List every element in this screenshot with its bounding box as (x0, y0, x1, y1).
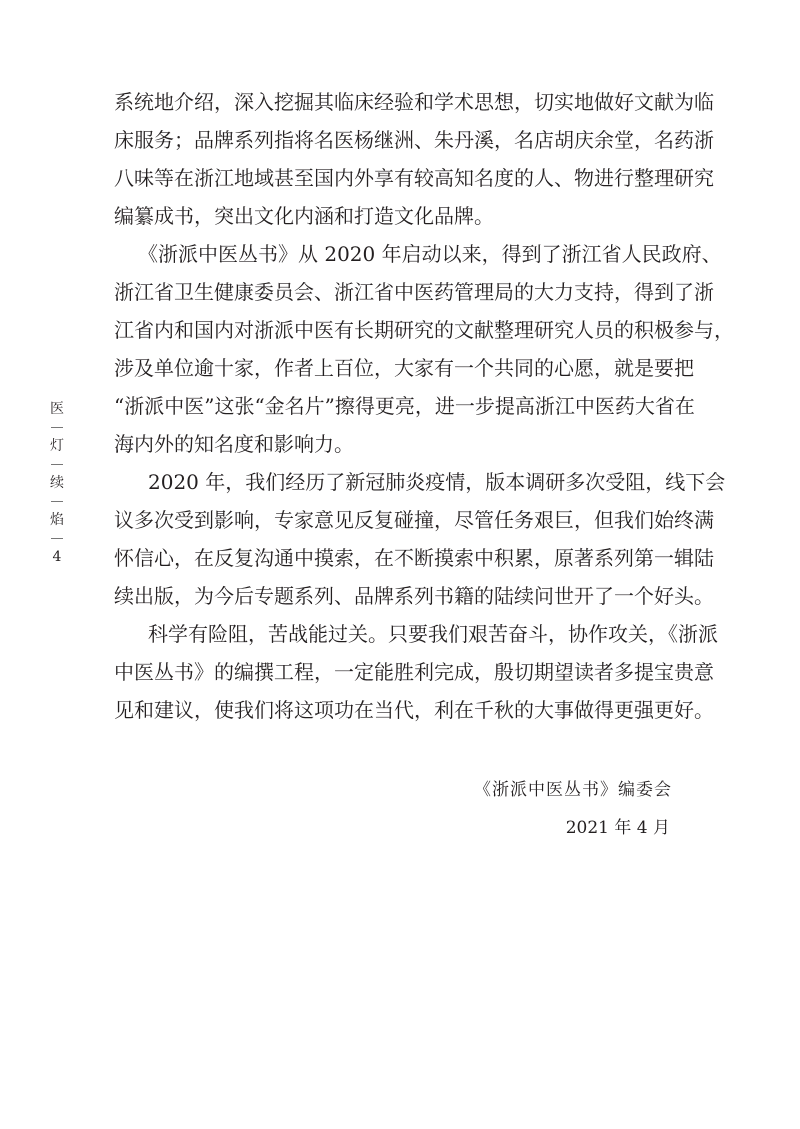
side-running-title (46, 398, 68, 568)
divider (51, 427, 63, 428)
side-title-char: 灯 (50, 438, 64, 454)
divider (51, 501, 63, 502)
paragraph-3 (114, 463, 726, 615)
text-line: 续出版，为今后专题系列、品牌系列书籍的陆续问世开了一个好头。 (114, 584, 714, 608)
text-line: 怀信心，在反复沟通中摸索，在不断摸索中积累，原著系列第一辑陆 (114, 546, 714, 570)
text-line: 床服务；品牌系列指将名医杨继洲、朱丹溪，名店胡庆余堂，名药浙 (114, 128, 714, 152)
text-line: 《浙派中医丛书》从 2020 年启动以来，得到了浙江省人民政府、 (138, 242, 722, 266)
side-title-char: 续 (50, 475, 64, 491)
page-number: 4 (52, 549, 62, 565)
body-text (114, 83, 734, 729)
text-line: 八味等在浙江地域甚至国内外享有较高知名度的人、物进行整理研究 (114, 166, 714, 190)
text-line: 浙江省卫生健康委员会、浙江省中医药管理局的大力支持，得到了浙 (114, 280, 714, 304)
divider (51, 538, 63, 539)
text-line: 江省内和国内对浙派中医有长期研究的文献整理研究人员的积极参与， (114, 318, 734, 342)
text-line: 议多次受到影响，专家意见反复碰撞，尽管任务艰巨，但我们始终满 (114, 508, 714, 532)
text-line: “浙派中医”这张“金名片”擦得更亮，进一步提高浙江中医药大省在 (114, 394, 695, 418)
text-line: 系统地介绍，深入挖掘其临床经验和学术思想，切实地做好文献为临 (114, 90, 714, 114)
text-line: 2020 年，我们经历了新冠肺炎疫情，版本调研多次受阻，线下会 (148, 470, 726, 494)
divider (51, 464, 63, 465)
paragraph-1 (114, 83, 714, 235)
text-line: 编纂成书，突出文化内涵和打造文化品牌。 (114, 204, 494, 228)
side-title-char: 焰 (50, 512, 64, 528)
paragraph-2 (114, 235, 734, 463)
side-title-char: 医 (50, 401, 64, 417)
text-line: 涉及单位逾十家，作者上百位，大家有一个共同的心愿，就是要把 (114, 356, 694, 380)
text-line: 科学有险阻，苦战能过关。只要我们艰苦奋斗，协作攻关，《浙派 (148, 622, 718, 646)
paragraph-4 (114, 615, 718, 729)
text-line: 中医丛书》的编撰工程，一定能胜利完成，殷切期望读者多提宝贵意 (114, 660, 714, 684)
date: 2021 年 4 月 (565, 818, 670, 838)
text-line: 海内外的知名度和影响力。 (114, 432, 354, 456)
signature: 《浙派中医丛书》编委会 (474, 780, 672, 800)
text-line: 见和建议，使我们将这项功在当代，利在千秋的大事做得更强更好。 (114, 698, 714, 722)
